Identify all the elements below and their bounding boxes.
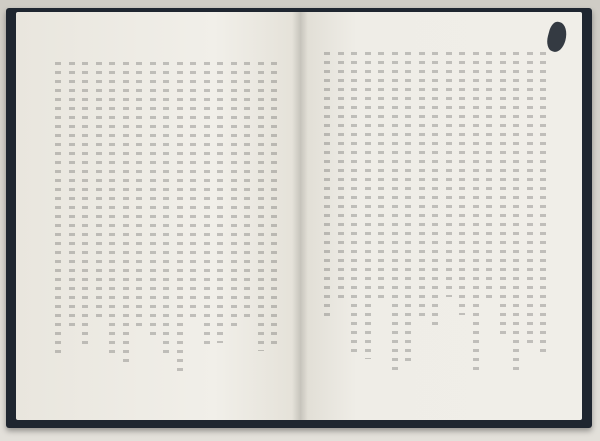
text-column: [378, 52, 384, 301]
text-column: [540, 52, 546, 358]
text-column: [473, 52, 479, 372]
text-column: [392, 52, 398, 371]
text-column: [500, 52, 506, 340]
text-column: [338, 52, 344, 298]
text-column: [82, 62, 88, 347]
text-column: [258, 62, 264, 351]
text-column: [459, 52, 465, 315]
text-column: [351, 52, 357, 355]
text-column: [69, 62, 75, 328]
text-column: [271, 62, 277, 346]
text-column: [419, 52, 425, 319]
text-column: [123, 62, 129, 367]
text-column: [136, 62, 142, 332]
text-column: [365, 52, 371, 359]
text-column: [527, 52, 533, 344]
right-page: [300, 12, 582, 420]
text-column: [244, 62, 250, 320]
text-column: [109, 62, 115, 358]
text-column: [446, 52, 452, 297]
text-column: [231, 62, 237, 329]
text-column: [486, 52, 492, 303]
text-column: [204, 62, 210, 347]
text-column: [324, 52, 330, 322]
text-column: [190, 62, 196, 317]
text-column: [513, 52, 519, 372]
text-column: [163, 62, 169, 353]
text-column: [55, 62, 61, 359]
text-column: [96, 62, 102, 317]
text-column: [405, 52, 411, 363]
book-gutter: [292, 12, 308, 420]
text-column: [432, 52, 438, 329]
left-page: [16, 12, 300, 420]
text-column: [177, 62, 183, 374]
text-column: [217, 62, 223, 343]
text-column: [150, 62, 156, 341]
